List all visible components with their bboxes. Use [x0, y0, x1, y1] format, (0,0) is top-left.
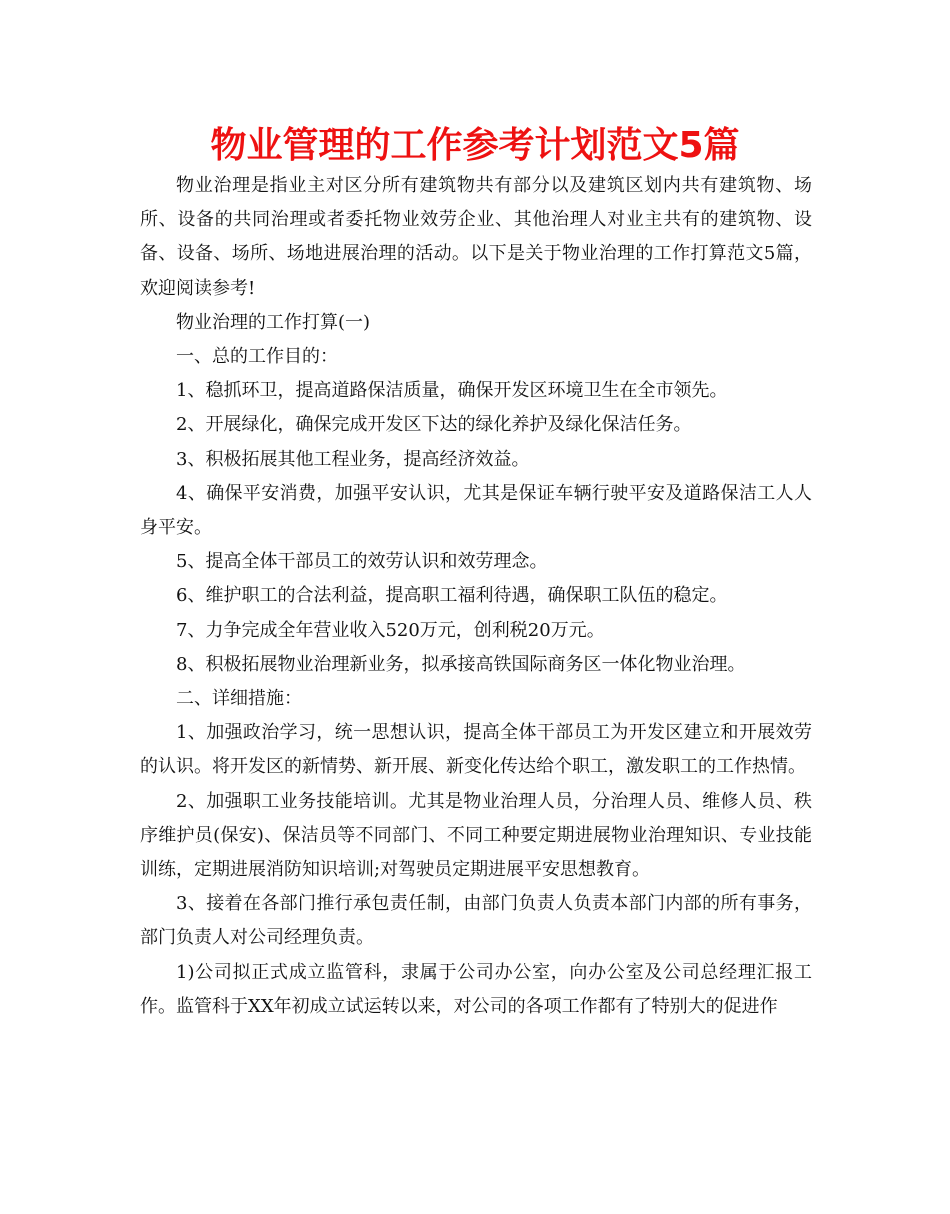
paragraph-item: 8、积极拓展物业治理新业务，拟承接高铁国际商务区一体化物业治理。 [176, 653, 746, 675]
paragraph-item: 2、开展绿化，确保完成开发区下达的绿化养护及绿化保洁任务。 [176, 414, 692, 436]
paragraph-item: 1)公司拟正式成立监管科，隶属于公司办公室，向办公室及公司总经理汇报工作。监管科于XX年初成立试运转以来，对公司的各项工作都有了特别大的促进作 [140, 961, 812, 1017]
paragraph-item: 3、接着在各部门推行承包责任制，由部门负责人负责本部门内部的所有事务，部门负责人对公司经理负责。 [140, 893, 812, 949]
document-title: 物业管理的工作参考计划范文5篇 [210, 125, 740, 166]
document-body [140, 169, 812, 1024]
paragraph-item: 3、积极拓展其他工程业务，提高经济效益。 [176, 448, 530, 470]
paragraph-plan-heading: 物业治理的工作打算(一) [176, 311, 371, 333]
paragraph-item: 1、加强政治学习，统一思想认识，提高全体干部员工为开发区建立和开展效劳的认识。将开发区的新情势、新开展、新变化传达给个职工，激发职工的工作热情。 [140, 722, 812, 778]
paragraph-intro: 物业治理是指业主对区分所有建筑物共有部分以及建筑区划内共有建筑物、场所、设备的共同治理或者委托物业效劳企业、其他治理人对业主共有的建筑物、设备、设备、场所、场地进展治理的活动。以下是关于物业治理的工作打算范文5篇，欢迎阅读参考! [140, 175, 812, 299]
paragraph-item: 2、加强职工业务技能培训。尤其是物业治理人员，分治理人员、维修人员、秩序维护员(保安)、保洁员等不同部门、不同工种要定期进展物业治理知识、专业技能训练，定期进展消防知识培训;对驾驶员定期进展平安思想教育。 [140, 790, 812, 881]
paragraph-item: 6、维护职工的合法利益，提高职工福利待遇，确保职工队伍的稳定。 [176, 585, 728, 607]
paragraph-section-heading: 二、详细措施： [176, 688, 302, 710]
paragraph-item: 1、稳抓环卫，提高道路保洁质量，确保开发区环境卫生在全市领先。 [176, 380, 728, 402]
paragraph-section-heading: 一、总的工作目的： [176, 346, 338, 368]
paragraph-item: 7、力争完成全年营业收入520万元，创利税20万元。 [176, 619, 605, 641]
paragraph-item: 4、确保平安消费，加强平安认识，尤其是保证车辆行驶平安及道路保洁工人人身平安。 [140, 482, 812, 539]
paragraph-item: 5、提高全体干部员工的效劳认识和效劳理念。 [176, 551, 548, 573]
